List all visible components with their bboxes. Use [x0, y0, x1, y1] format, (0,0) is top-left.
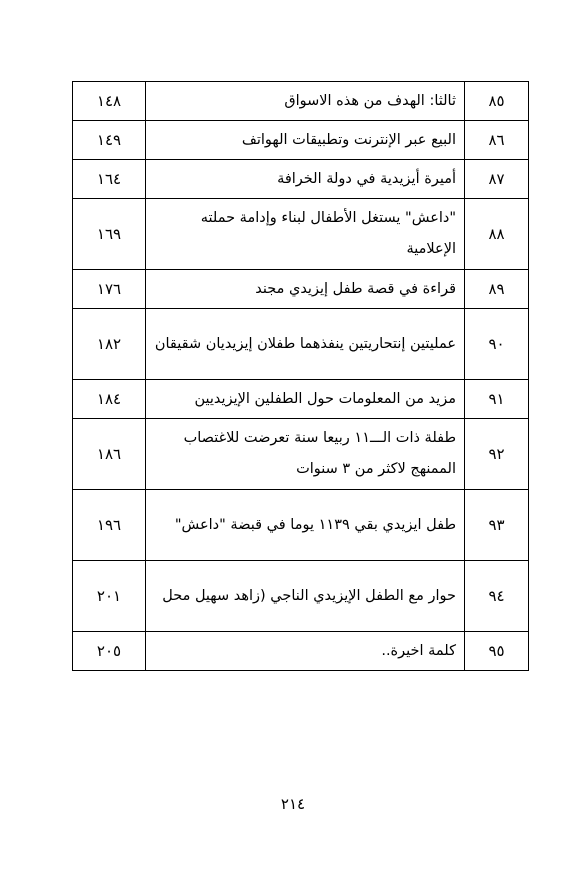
entry-number: ٨٨: [465, 199, 529, 270]
entry-number: ٨٥: [465, 82, 529, 121]
entry-page: ١٧٦: [73, 270, 146, 309]
table-row: [73, 380, 529, 419]
entry-page: ١٦٤: [73, 160, 146, 199]
entry-title: أميرة أيزيدية في دولة الخرافة: [146, 160, 465, 199]
entry-number: ٩٥: [465, 632, 529, 671]
table-row: [73, 270, 529, 309]
entry-number: ٩٤: [465, 561, 529, 632]
page-number: ٢١٤: [280, 795, 306, 813]
entry-title: البيع عبر الإنترنت وتطبيقات الهواتف: [146, 121, 465, 160]
entry-title: كلمة اخيرة..: [146, 632, 465, 671]
entry-number: ٨٦: [465, 121, 529, 160]
entry-number: ٩٣: [465, 490, 529, 561]
entry-title: "داعش" يستغل الأطفال لبناء وإدامة حملته الإعلامية: [146, 199, 465, 270]
entry-number: ٩٠: [465, 309, 529, 380]
table-row: [73, 121, 529, 160]
table-row: [73, 199, 529, 270]
table-of-contents: [72, 81, 529, 671]
entry-page: ١٨٦: [73, 419, 146, 490]
entry-page: ٢٠١: [73, 561, 146, 632]
table-row: [73, 419, 529, 490]
entry-page: ١٤٩: [73, 121, 146, 160]
entry-page: ١٦٩: [73, 199, 146, 270]
entry-title: ثالثا: الهدف من هذه الاسواق: [146, 82, 465, 121]
entry-number: ٨٩: [465, 270, 529, 309]
entry-title: مزيد من المعلومات حول الطفلين الإيزيديين: [146, 380, 465, 419]
entry-title: طفل ايزيدي بقي ١١٣٩ يوما في قبضة "داعش": [146, 490, 465, 561]
entry-title: قراءة في قصة طفل إيزيدي مجند: [146, 270, 465, 309]
table-row: [73, 490, 529, 561]
entry-title: طفلة ذات الـــ١١ ربيعا سنة تعرضت للاغتصاب الممنهج لاكثر من ٣ سنوات: [146, 419, 465, 490]
entry-title: حوار مع الطفل الإيزيدي الناجي (زاهد سهيل محل: [146, 561, 465, 632]
entry-page: ١٨٢: [73, 309, 146, 380]
table-row: [73, 160, 529, 199]
table-row: [73, 82, 529, 121]
entry-title: عمليتين إنتحاريتين ينفذهما طفلان إيزيديان شقيقان: [146, 309, 465, 380]
entry-number: ٨٧: [465, 160, 529, 199]
entry-number: ٩٢: [465, 419, 529, 490]
table-row: [73, 561, 529, 632]
entry-number: ٩١: [465, 380, 529, 419]
entry-page: ٢٠٥: [73, 632, 146, 671]
entry-page: ١٤٨: [73, 82, 146, 121]
table-row: [73, 309, 529, 380]
entry-page: ١٨٤: [73, 380, 146, 419]
entry-page: ١٩٦: [73, 490, 146, 561]
table-row: [73, 632, 529, 671]
